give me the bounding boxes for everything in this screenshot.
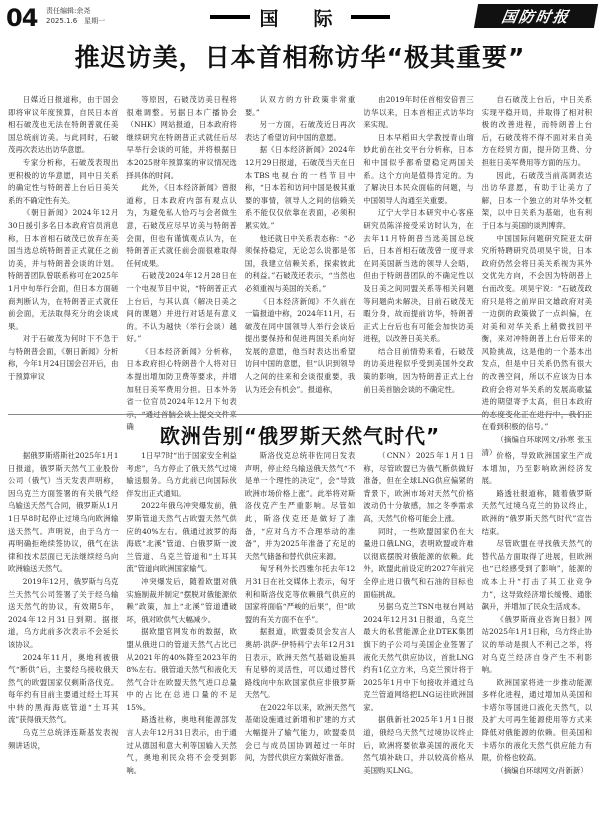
paragraph: 尽管欧盟在寻找俄天然气的替代品方面取得了进展，但欧洲也“已经感受到了影响”，能源的成本上升“打击了其工业竞争力”，这导致经济增长缓慢、通胀飙升，并增加了民众生活成本。 xyxy=(481,539,593,612)
paragraph: 在2022年以来，欧洲天然气基础设施通过新增和扩建的方式大幅提升了输气能力，欧盟委员会已与成员国协调超过一年时间，为替代供应方案做好准备。 xyxy=(244,702,356,763)
page-meta xyxy=(46,6,105,26)
paragraph: 日本早稻田大学教授青山瑠妙此前在社交平台分析称，日本和中国似乎都希望稳定两国关系。这个方向是值得肯定的。为了解决日本民众面临的问题，与中国领导人沟通至关重要。 xyxy=(363,132,474,205)
page-header xyxy=(0,0,600,34)
newspaper-logo: 国防时报 xyxy=(474,4,598,28)
section-bar-left xyxy=(210,15,250,19)
paragraph: 2024年11月，奥地利被俄气“断供”后，主要经乌接收俄天然气的欧盟国家仅剩斯洛伐克。每年约有目前主要通过经土耳其中转的黑海海底管道“土耳其流”获得俄天然气。 xyxy=(8,652,119,725)
paragraph: 认双方的方针政策非常重要。” xyxy=(244,95,356,117)
paragraph: 据俄罗斯塔斯社2025年1月1日报道，俄罗斯天然气工业股份公司（俄气）当天发表声明称，因乌克兰方面签署的有关俄气经乌输送天然气合同，俄罗斯从1月1日早8时起停止过境乌向欧洲输送天然气。声明说，由于乌方一再明确拒绝续签协议，俄气在法律和技术层面已无法继续经乌向欧洲输送天然气。 xyxy=(8,451,119,574)
article2-column xyxy=(126,450,236,830)
article1-column xyxy=(8,94,118,410)
article-divider xyxy=(8,414,592,415)
paragraph: 等原因，石破茂访美日程将很难调整。另据日本广播协会（NHK）网站报道，日本政府将继续研究在特朗普正式就任后尽早举行会谈的可能，并将根据日本2025财年预算案的审议情况选择具体的时间。 xyxy=(126,95,237,180)
article2-byline: （摘编自环球网文/肖新新） xyxy=(496,765,588,775)
article2-column xyxy=(363,450,473,830)
paragraph: 2022年俄乌冲突爆发前，俄罗斯管道天然气占欧盟天然气供应的40%左右。俄通过波罗的海海底“北溪”管道、白俄罗斯一波兰管道、乌克兰管道和“土耳其流”管道向欧洲国家输气。 xyxy=(126,501,237,574)
article2-column xyxy=(245,450,355,830)
article1-column xyxy=(126,94,237,432)
paragraph: 1日早7时“出于国家安全利益考虑”，乌方停止了俄天然气过境输送服务。乌方此前已向国际伙伴发出正式通知。 xyxy=(126,451,237,498)
paragraph: 专家分析称，石破茂表现出更积极的访华意愿，同中日关系的确定性与特朗普上台后日美关系的不确定性有关。 xyxy=(8,157,119,205)
paragraph: （CNN）2025年1月1日称，尽管欧盟已为俄气断供做好准备，但在全球LNG供应偏紧的背景下，欧洲市场对天然气价格波动仍十分敏感，加之冬季需求高，天然气价格可能会上涨。 xyxy=(363,451,474,523)
paragraph: 冲突爆发后，随着欧盟对俄实施制裁并制定“摆脱对俄能源依赖”政策，加上“北溪”管道遭破坏，俄对欧供气大幅减少。 xyxy=(126,576,237,624)
paragraph: 路透社称，奥地利能源部发言人去年12月31日表示，由于通过从德国和意大利等国输入天然气，奥地利民众将不会受到影响。 xyxy=(126,715,237,775)
section-label: 国 际 xyxy=(259,7,341,30)
paragraph: 2019年12月，俄罗斯与乌克兰天然气公司签署了关于经乌输送天然气的协议，有效期5年，2024年12月31日到期。据报道，乌方此前多次表示不会延长该协议。 xyxy=(8,576,119,649)
issue-date: 2025.1.6 星期一 xyxy=(46,17,106,25)
paragraph: 因此，石破茂当前高调表达出访华意愿，有助于让美方了解，日本一个独立的对华外交框架，以中日关系为基础，也有利于日本与美国的谈判博弈。 xyxy=(481,170,593,230)
paragraph: 他还就日中关系表态称：“必须保持稳定，无论怎么说都是邻国，我建立信赖关系，探索彼此的利益。”石破茂还表示，“当然也必须重视与美国的关系。” xyxy=(244,233,356,293)
article2-headline: 欧洲告别“俄罗斯天然气时代” xyxy=(159,424,441,448)
article1-headline: 推迟访美，日本首相称访华“极其重要” xyxy=(74,43,526,72)
article1-column xyxy=(363,94,473,410)
paragraph: 结合目前情势来看，石破茂的访美进程似乎受到美国外交政策的影响，因为特朗普正式上台前日美首脑会谈的不确定性。 xyxy=(363,346,474,394)
paragraph: 《俄罗斯商业咨询日报》网站2025年1月1日称，乌方终止协议的举动是损人不利己之举，将对乌克兰经济自身产生不利影响。 xyxy=(481,614,593,675)
article2-column xyxy=(8,450,118,830)
article1-byline: （摘编自环球网文/孙寒 张玉清） xyxy=(481,435,593,457)
paragraph: 斯洛伐克总统菲佐同日发表声明，停止经乌输送俄天然气“不是单一个理性的决定”，会“导致欧洲市场价格上涨”。此举将对斯洛伐克产生严重影响。尽管如此，斯洛伐克还是做好了准备，“应对乌方不合理举动的准备”，并为2025年准备了充足的天然气储备和替代供应来源。 xyxy=(244,451,356,561)
section-title xyxy=(210,4,390,30)
paragraph: 乌克兰总统泽连斯基发表视频讲话说， xyxy=(8,728,119,750)
paragraph: 同时，一些欧盟国家仍在大量进口俄LNG，表明欧盟或许难以彻底摆脱对俄能源的依赖。此外，欧盟此前设定的2027年前完全停止进口俄气和石油的目标也面临挑战。 xyxy=(363,526,474,599)
paragraph: 此外，《日本经济新闻》曾报道称，日本政府内部有观点认为，为避免私人恰巧与会者做生意，石破茂应尽早访美与特朗普会面，但也有谨慎观点认为，在特朗普正式就任前会面很难取得任何成果。 xyxy=(126,183,237,268)
paragraph: 据欧盟官网发布的数据，欧盟从俄进口的管道天然气占比已从2021年的40%降至2023年的8%左右。俄管道天然气和液化天然气合计在欧盟天然气进口总量中的占比在总进口量的不足15%。 xyxy=(126,627,237,712)
article1-column xyxy=(481,94,593,457)
paragraph: 自石破茂上台后，中日关系实现平稳开局，并取得了相对积极的改善进程，而特朗普上台后，石破茂将不得不面对来自美方在经贸方面，提升防卫费、分担驻日美军费用等方面的压力。 xyxy=(481,95,593,167)
paragraph: 另一方面，石破茂近日再次表达了希望访问中国的意愿。 xyxy=(244,120,356,142)
paragraph: 《日本经济新闻》不久前在一篇报道中称，2024年11月，石破茂在同中国领导人举行会谈后提出要保持和促进两国关系向好发展的意愿，他当时表达出希望访问中国的意愿，但“认识到领导人之间的往来和会谈很重要，我认为还会有机会”。报道称， xyxy=(244,296,356,394)
paragraph: 由2019年时任首相安倍晋三访华以来，日本首相正式访华均来实现。 xyxy=(363,95,474,130)
paragraph: 据报道，欧盟委员会发言人奥胡·洪萨-伊特科宁去年12月31日表示，欧洲天然气基础设施具有足够的灵活性，可以通过替代路线向中东欧国家供应非俄罗斯天然气。 xyxy=(244,627,356,700)
paragraph: 据俄新社2025年1月1日报道，俄经乌天然气过境协议终止后，欧洲将要依靠美国的液化天然气填补缺口，并以较高价格从美国购买LNG。 xyxy=(363,715,474,775)
page-number: 04 xyxy=(6,4,38,32)
article2-column xyxy=(482,450,592,830)
paragraph: 对于石破茂为何时下不急于与特朗普会面，《朝日新闻》分析称，今年1月24日国会召开后，由于预算审议 xyxy=(8,334,119,382)
paragraph: 辽宁大学日本研究中心客座研究员陈洋接受采访时认为，在去年11月特朗普当选美国总统后，日本首相石破茂曾一度寻求在同美国新当选的领导人会晤，但由于特朗普团队的不确定性以及日美之间同盟关系等相关问题等问题尚未解决，目前石破茂无暇分身，故而提前访华，特朗普正式上台后也有可能会加快访美进程，以改善日美关系。 xyxy=(363,208,474,344)
paragraph: 日媒近日报道称，由于国会即将审议年度预算，自民日本首相石破茂也无法在特朗普就任美国总统前访美。与此同时，石破茂再次表达出访华意愿。 xyxy=(8,95,119,155)
paragraph: 《朝日新闻》2024年12月30日援引多名日本政府官员消息称，日本首相石破茂已放弃在美国当选总统特朗普正式就任之前访美，并与特朗普会谈的计划。特朗普团队曾联系称可在2025年1月中旬举行会面，但日本方面磋商判断认为，在特朗普正式就任前会面，无法取得充分的会谈成果。 xyxy=(8,208,119,331)
paragraph: 路透社报道称，随着俄罗斯天然气过境乌克兰的协议终止，欧洲的“俄罗斯天然气时代”宣告结束。 xyxy=(481,488,593,536)
paragraph: 欧洲国家将进一步推动能源多样化进程，通过增加从美国和卡塔尔等国进口液化天然气，以及扩大可再生能源使用等方式来降低对俄能源的依赖。但美国和卡塔尔的液化天然气供应能力有限，价格也较高。 xyxy=(481,677,593,763)
paragraph: 据《日本经济新闻》2024年12月29日报道，石破茂当天在日本TBS电视台的一档节目中称，“日本若和访问中国是极其重要的事情，领导人之间的信赖关系不能仅仅依靠在表面，必须积累实效。” xyxy=(244,145,356,230)
paragraph: 匈牙利外长西雅尔托去年12月31日在社交媒体上表示，匈牙利和斯洛伐克等依赖俄气供应的国家将面临“严峻的后果”，但“欧盟的有关方面不在乎”。 xyxy=(244,564,356,624)
paragraph: 另据乌克兰TSN电视台网站2024年12月31日报道，乌克兰最大的私营能源企业DTEK集团旗下的子公司与美国企业签署了液化天然气供应协议，首批LNG约有1亿立方米，乌克兰预计将于2025年1月中下旬接收并通过乌克兰管道网络把LNG运往欧洲国家。 xyxy=(363,602,474,712)
paragraph: 《日本经济新闻》分析称，日本政府担心特朗普个人将对日本提出增加防卫费等要求，并增加驻日美军费用分担。日本外务省一位官员2024年12月下旬表示，“通过首脑会谈上提交文件来确 xyxy=(126,346,237,432)
article2-body xyxy=(8,450,592,830)
editor-credit: 责任编辑:余尧 xyxy=(46,7,91,15)
article1-column xyxy=(245,94,355,410)
paragraph: 价格，导致欧洲国家生产成本增加，乃至影响欧洲经济发展。 xyxy=(481,451,593,486)
paragraph: 中国国际问题研究院亚太研究所特聘研究员项昊宇说，日本政府仍然会将日美关系视为其外交优先方向，不会因为特朗普上台而改变。项昊宇说：“石破茂政府只是将之前岸田文雄政府对美一边倒的政策做了一点纠偏，在对美和对华关系上稍微找回平衡，来对冲特朗普上台后带来的风险挑战，这是他的一个基本出发点，但是中日关系仍然有很大的改善空间，所以不应该为日本政府会将对华关系的发展高歌猛进的期望寄予太高，但日本政府的态度变化正在进行中，我们正在看到积极的信号。” xyxy=(481,233,593,432)
paragraph: 石破茂2024年12月28日在一个电视节目中说，“特朗普正式上台后，与其认真（解决日美之间的课题）并进行对话是有意义的。不认为越快（举行会谈）越好。” xyxy=(126,271,237,344)
section-bar-right xyxy=(351,15,391,19)
